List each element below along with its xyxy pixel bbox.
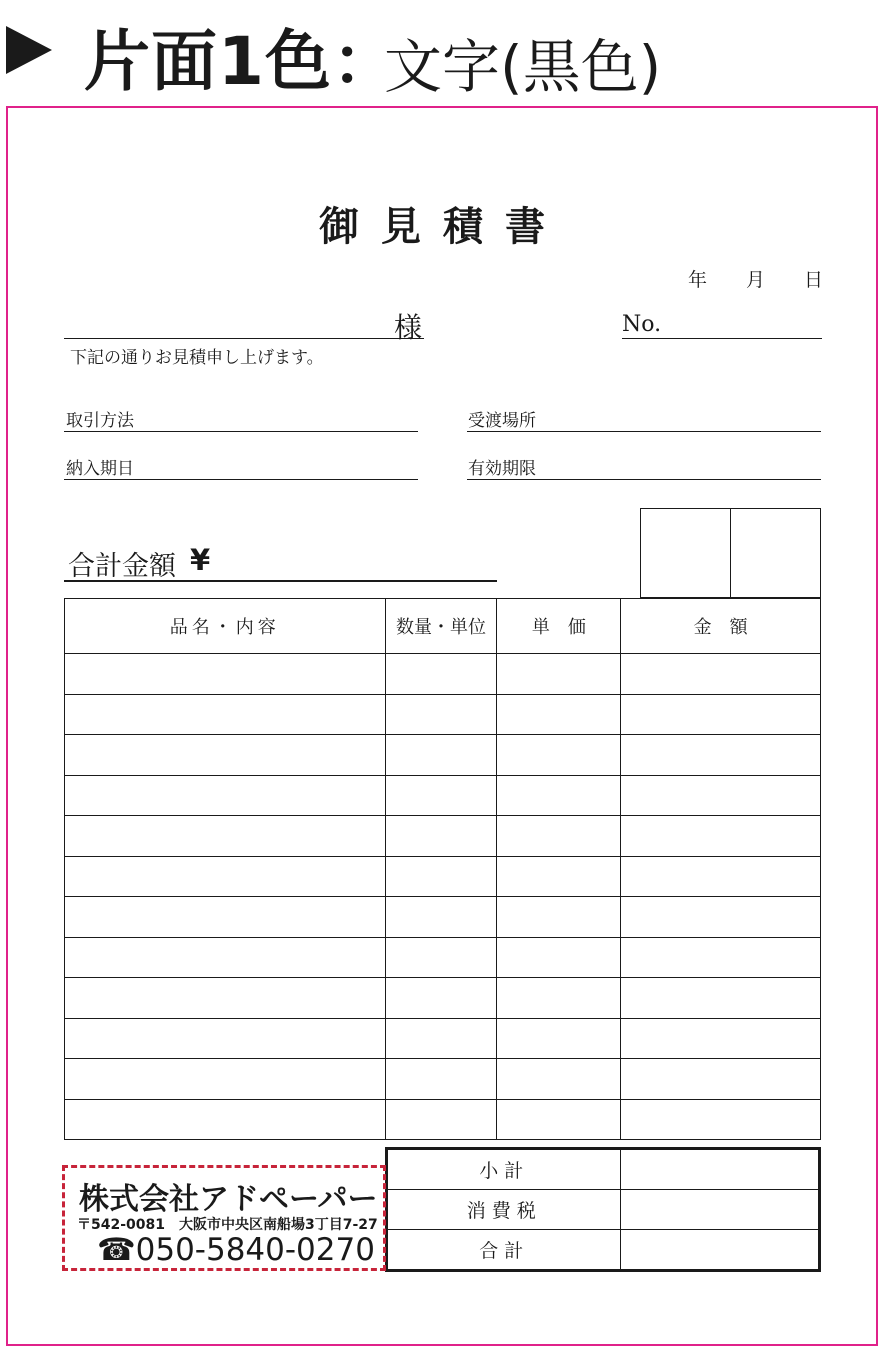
- delivery-date-label: 納入期日: [66, 459, 134, 479]
- cell-item: [65, 856, 386, 897]
- currency-symbol: ¥: [190, 543, 211, 577]
- column-header-quantity: 数量・単位: [385, 599, 497, 654]
- cell-item: [65, 978, 386, 1019]
- cell-quantity: [385, 897, 497, 938]
- column-header-unit-price: 単 価: [497, 599, 621, 654]
- company-name: 株式会社アドペーパー: [79, 1182, 378, 1217]
- total-amount-label: 合計金額: [68, 551, 176, 582]
- table-row: [65, 775, 821, 816]
- cell-amount: [621, 654, 821, 695]
- total-label: 合計: [387, 1230, 621, 1271]
- cell-unit-price: [497, 1059, 621, 1100]
- number-line: [622, 338, 822, 339]
- cell-amount: [621, 694, 821, 735]
- cell-amount: [621, 735, 821, 776]
- delivery-place-line: [467, 431, 821, 432]
- page-heading: [0, 0, 886, 100]
- table-row: [65, 978, 821, 1019]
- cell-unit-price: [497, 694, 621, 735]
- cell-quantity: [385, 1018, 497, 1059]
- stamp-boxes: [640, 508, 821, 598]
- cell-item: [65, 1059, 386, 1100]
- cell-item: [65, 1099, 386, 1140]
- column-header-item: 品名・内容: [65, 599, 386, 654]
- subtotal-value: [621, 1149, 820, 1190]
- cell-unit-price: [497, 816, 621, 857]
- cell-quantity: [385, 816, 497, 857]
- cell-item: [65, 735, 386, 776]
- cell-item: [65, 816, 386, 857]
- table-row: [65, 937, 821, 978]
- table-row: [65, 897, 821, 938]
- cell-item: [65, 1018, 386, 1059]
- cell-amount: [621, 1059, 821, 1100]
- cell-amount: [621, 816, 821, 857]
- delivery-date-line: [64, 479, 418, 480]
- totals-table: [385, 1147, 821, 1272]
- cell-item: [65, 775, 386, 816]
- date-day: 日: [804, 269, 824, 291]
- cell-amount: [621, 1099, 821, 1140]
- table-row: [65, 654, 821, 695]
- company-phone: 050-5840-0270: [135, 1232, 375, 1268]
- cell-quantity: [385, 775, 497, 816]
- table-row: [65, 816, 821, 857]
- cell-unit-price: [497, 856, 621, 897]
- phone-icon: ☎: [97, 1232, 136, 1268]
- cell-item: [65, 897, 386, 938]
- cell-item: [65, 654, 386, 695]
- company-address: 〒542-0081 大阪市中央区南船場3丁目7-27: [77, 1217, 378, 1233]
- cell-unit-price: [497, 654, 621, 695]
- payment-method-label: 取引方法: [66, 411, 134, 431]
- recipient-suffix: 様: [394, 311, 423, 344]
- items-table: [64, 598, 821, 1140]
- cell-quantity: [385, 978, 497, 1019]
- intro-text: 下記の通りお見積申し上げます。: [70, 348, 324, 368]
- cell-quantity: [385, 654, 497, 695]
- stamp-box: [641, 509, 731, 598]
- heading-main: 片面1色：: [84, 23, 399, 100]
- table-row: [65, 1099, 821, 1140]
- validity-label: 有効期限: [468, 459, 536, 479]
- table-row: [65, 735, 821, 776]
- table-row: [65, 694, 821, 735]
- company-phone-line: [97, 1232, 375, 1268]
- table-row: [65, 856, 821, 897]
- total-amount-line: [64, 580, 497, 582]
- form-title: 御見積書: [319, 203, 567, 250]
- delivery-place-label: 受渡場所: [468, 411, 536, 431]
- triangle-bullet-icon: [6, 26, 52, 74]
- cell-item: [65, 694, 386, 735]
- date-month: 月: [746, 269, 766, 291]
- cell-amount: [621, 856, 821, 897]
- tax-value: [621, 1190, 820, 1230]
- cell-amount: [621, 775, 821, 816]
- cell-amount: [621, 937, 821, 978]
- cell-quantity: [385, 1059, 497, 1100]
- total-value: [621, 1230, 820, 1271]
- number-label: No.: [622, 312, 662, 337]
- cell-unit-price: [497, 775, 621, 816]
- subtotal-label: 小計: [387, 1149, 621, 1190]
- cell-quantity: [385, 856, 497, 897]
- cell-unit-price: [497, 937, 621, 978]
- company-stamp: [62, 1165, 386, 1271]
- cell-unit-price: [497, 1018, 621, 1059]
- cell-quantity: [385, 694, 497, 735]
- cell-unit-price: [497, 978, 621, 1019]
- date-year: 年: [688, 269, 708, 291]
- stamp-box: [731, 509, 821, 598]
- payment-method-line: [64, 431, 418, 432]
- table-row: [65, 1018, 821, 1059]
- cell-quantity: [385, 1099, 497, 1140]
- column-header-amount: 金 額: [621, 599, 821, 654]
- validity-line: [467, 479, 821, 480]
- cell-item: [65, 937, 386, 978]
- cell-unit-price: [497, 735, 621, 776]
- table-row: [65, 1059, 821, 1100]
- heading-sub: 文字(黒色): [384, 33, 662, 101]
- cell-unit-price: [497, 897, 621, 938]
- cell-quantity: [385, 735, 497, 776]
- tax-label: 消費税: [387, 1190, 621, 1230]
- cell-amount: [621, 1018, 821, 1059]
- cell-amount: [621, 978, 821, 1019]
- cell-quantity: [385, 937, 497, 978]
- recipient-line: [64, 338, 424, 339]
- cell-unit-price: [497, 1099, 621, 1140]
- cell-amount: [621, 897, 821, 938]
